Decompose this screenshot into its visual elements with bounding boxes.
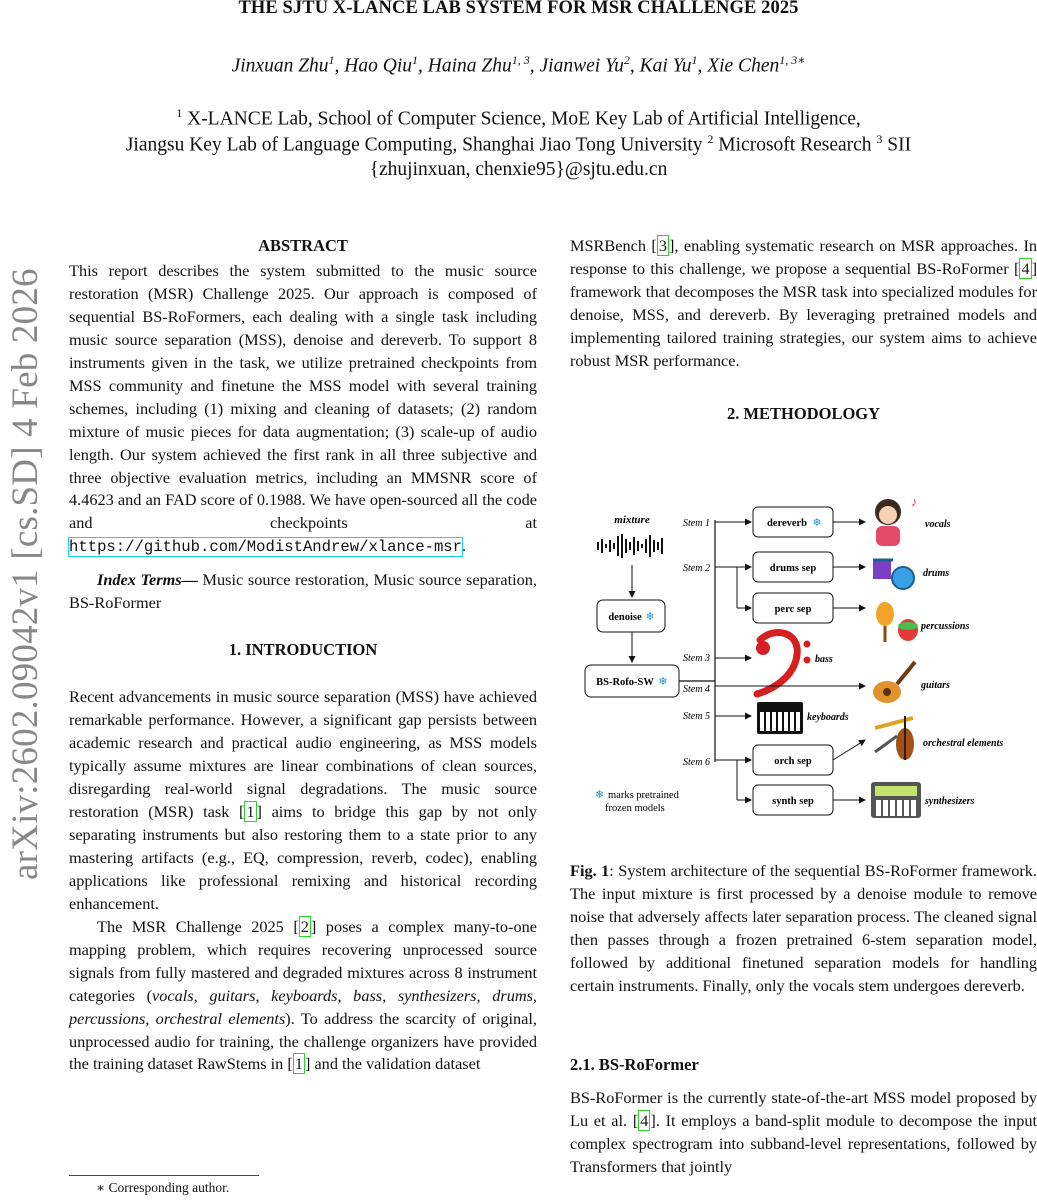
citation-link[interactable]: 2 (300, 916, 309, 936)
maracas-icon (876, 602, 918, 642)
synthesizer-icon (871, 782, 921, 818)
legend-text: frozen models (605, 803, 665, 814)
svg-text:drums sep: drums sep (769, 563, 817, 574)
arxiv-identifier: arXiv:2602.09042v1 [cs.SD] 4 Feb 2026 (5, 268, 46, 880)
subsection-heading: 2.1. BS-RoFormer (570, 1054, 699, 1074)
introduction-heading: 1. INTRODUCTION (228, 640, 378, 660)
right-column-top (570, 235, 1037, 426)
intro-paragraph-3: MSRBench [ 3 ], enabling systematic research on MSR approaches. In response to this challenge, we propose a sequential BS-RoFormer [ 4 ] framework that decomposes the MSR task into specialized modules for denoise, MSS, and dereverb. By leveraging pretrained models and implementing tailored training strategies, our system aims to achieve robust MSR performance. (570, 236, 1037, 370)
author-list: Jinxuan Zhu$^1$, Hao Qiu$^1$, Haina Zhu$^{1, 3}$, Jianwei Yu$^2$, Kai Yu$^1$, Xie Chen$^{1, 3∗}$ (231, 53, 806, 77)
snowflake-icon: ❄ (645, 611, 655, 623)
system-architecture-figure (575, 490, 1035, 830)
waveform-icon (597, 534, 663, 558)
svg-text:BS-Rofo-SW: BS-Rofo-SW (596, 677, 654, 688)
citation-link[interactable]: 4 (1021, 258, 1030, 278)
citation-link[interactable]: 4 (640, 1110, 649, 1130)
citation-link[interactable]: 1 (246, 801, 255, 821)
author-name: Kai Yu (639, 55, 692, 77)
svg-text:dereverb: dereverb (766, 518, 808, 529)
author-name: Xie Chen (707, 55, 780, 77)
figure-caption: Fig. 1: System architecture of the sequential BS-RoFormer framework. The input mixture is first processed by a denoise module to remove noise that adversely affects later separation process. The cleaned signal then passes through a frozen pretrained 6-stem separation model, followed by additional finetuned separation models for handling certain instruments. Finally, only the vocals stem undergoes dereverb. 2.1. BS-RoFormer BS-RoFormer is the currently state-of-the-art MSS model proposed by Lu et al. [ 4 ]. It employs a band-split module to decompose the input complex spectrogram into subband-level representations, followed by Transformers that jointly (570, 860, 1037, 1178)
stem-label: Stem 5 (683, 711, 710, 722)
affiliation-line-1: $^1$ X-LANCE Lab, School of Computer Science, MoE Key Lab of Artificial Intelligence, (176, 106, 861, 130)
orchestral-icon (875, 716, 914, 760)
left-column (69, 235, 537, 1076)
snowflake-icon: ❄ (812, 517, 822, 529)
guitar-icon (873, 662, 915, 703)
output-label: bass (815, 654, 833, 665)
output-label: vocals (925, 519, 951, 530)
svg-text:♪: ♪ (911, 494, 918, 509)
affiliation-line-2: Jiangsu Key Lab of Language Computing, Shanghai Jiao Tong University $^2$ Microsoft Research $^3$ SII (125, 132, 912, 156)
index-terms: Index Terms— Music source restoration, Music source separation, BS-RoFormer (69, 570, 538, 613)
abstract-heading: ABSTRACT (258, 236, 348, 255)
author-name: Hao Qiu (344, 55, 413, 77)
footnote-rule (69, 1175, 259, 1176)
author-name: Haina Zhu (427, 55, 512, 77)
legend-text: marks pretrained (608, 790, 679, 801)
stem-label: Stem 2 (683, 563, 710, 574)
author-name: Jinxuan Zhu (231, 55, 329, 77)
svg-text:synth sep: synth sep (772, 796, 814, 807)
intro-paragraph-1: Recent advancements in music source separation (MSS) have achieved remarkable performance. However, a significant gap persists between academic research and practical audio engineering, as MSS models typically assume mixtures are linear combinations of clean sources, disregarding real-world signal degradations. The music source restoration (MSR) task [ 1 ] aims to bridge this gap by not only separating instruments but also restoring them to a state prior to any mastering artifacts (e.g., EQ, compression, reverb, codec), enabling applications like professional remixing and historical recording enhancement. (69, 687, 538, 913)
output-label: guitars (921, 680, 950, 691)
snowflake-icon: ❄ (658, 676, 668, 688)
svg-text:perc sep: perc sep (774, 604, 812, 615)
snowflake-icon: ❄ (595, 789, 605, 801)
footnote: ∗ Corresponding author. (96, 1180, 230, 1195)
drum-kit-icon (873, 560, 914, 589)
bsroformer-paragraph: BS-RoFormer is the currently state-of-the-art MSS model proposed by Lu et al. [ 4 ]. It employs a band-split module to decompose the input complex spectrogram into subband-level representations, followed by Transformers that jointly (570, 1087, 1037, 1176)
author-name: Jianwei Yu (539, 55, 624, 77)
author-email: {zhujinxuan, chenxie95}@sjtu.edu.cn (369, 159, 668, 180)
abstract-text: This report describes the system submitted to the music source restoration (MSR) Challenge 2025. Our approach is composed of sequential BS-RoFormers, each dealing with a single task including music source separation (MSS), denoise and dereverb. To support 8 instruments given in the task, we utilize pretrained checkpoints from MSS community and finetune the MSS model with several training schemes, including (1) mixing and cleaning of datasets; (2) random mixture of music pieces for data augmentation; (3) scale-up of audio length. Our system achieved the first rank in all three subjective and three objective evaluation metrics, including an MMSNR score of 4.4623 and an FAD score of 0.1988. We have open-sourced all the code and checkpoints at https://github.com/ModistAndrew/xlance-msr. (69, 260, 537, 557)
keyboard-icon (757, 702, 803, 734)
github-link[interactable]: https://github.com/ModistAndrew/xlance-msr (69, 538, 463, 557)
paper-title: THE SJTU X-LANCE LAB SYSTEM FOR MSR CHALLENGE 2025 (238, 0, 799, 18)
svg-text:orch sep: orch sep (774, 756, 812, 767)
stem-label: Stem 6 (683, 757, 710, 768)
citation-link[interactable]: 3 (658, 236, 667, 255)
stem-label: Stem 1 (683, 518, 710, 529)
mixture-label: mixture (614, 514, 650, 526)
bass-clef-icon (756, 633, 811, 694)
output-label: drums (923, 568, 950, 579)
citation-link[interactable]: 1 (294, 1054, 303, 1074)
output-label: orchestral elements (923, 738, 1004, 749)
methodology-heading: 2. METHODOLOGY (726, 403, 881, 423)
singer-icon (875, 494, 918, 546)
intro-paragraph-2: The MSR Challenge 2025 [ 2 ] poses a complex many-to-one mapping problem, which requires recovering unprocessed source signals from fully mastered and degraded mixtures across 8 instrument categories (vocals, guitars, keyboards, bass, synthesizers, drums, percussions, orchestral elements). To address the scarcity of original, unprocessed audio for training, the challenge organizers have provided the training dataset RawStems in [ 1 ] and the validation dataset (69, 916, 538, 1074)
output-label: synthesizers (925, 796, 975, 807)
output-label: percussions (921, 621, 970, 632)
output-label: keyboards (807, 712, 849, 723)
svg-text:denoise: denoise (608, 612, 642, 623)
stem-label: Stem 3 (683, 653, 710, 664)
stem-label: Stem 4 (683, 684, 710, 695)
